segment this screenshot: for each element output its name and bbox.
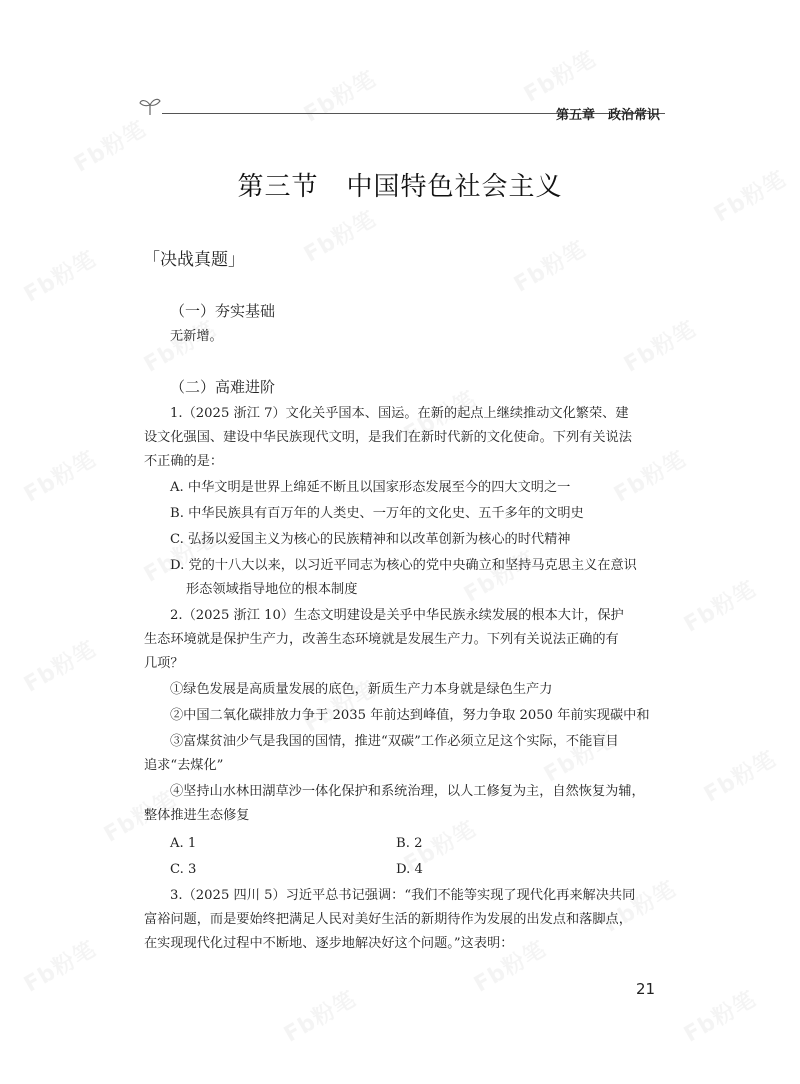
q1-option-d-line2: 形态领域指导地位的根本制度 bbox=[186, 582, 358, 597]
q1-stem-line3: 不正确的是： bbox=[144, 454, 224, 469]
header-rule bbox=[162, 113, 545, 114]
q3-stem-line3: 在实现现代化过程中不断地、逐步地解决好这个问题。”这表明： bbox=[144, 936, 514, 951]
q3-stem-line1: 3.（2025 四川 5）习近平总书记强调：“我们不能等实现了现代化再来解决共同 bbox=[170, 888, 636, 903]
q2-statement-1: ①绿色发展是高质量发展的底色，新质生产力本身就是绿色生产力 bbox=[170, 682, 553, 697]
section-name: 中国特色社会主义 bbox=[346, 172, 563, 202]
q2-option-b: B. 2 bbox=[396, 836, 423, 851]
q3-stem-line2: 富裕问题，而是要始终把满足人民对美好生活的新期待作为发展的出发点和落脚点， bbox=[144, 912, 632, 927]
q1-option-b: B. 中华民族具有百万年的人类史、一万年的文化史、五千多年的文明史 bbox=[170, 506, 584, 521]
section-number: 第三节 bbox=[237, 172, 319, 202]
q1-stem-line1: 1.（2025 浙江 7）文化关乎国本、国运。在新的起点上继续推动文化繁荣、建 bbox=[170, 406, 629, 421]
q2-stem-line2: 生态环境就是保护生产力，改善生态环境就是发展生产力。下列有关说法正确的有 bbox=[144, 632, 619, 647]
q1-stem-line2: 设文化强国、建设中华民族现代文明，是我们在新时代新的文化使命。下列有关说法 bbox=[144, 430, 632, 445]
q2-stem-line3: 几项？ bbox=[144, 656, 184, 671]
subsection-text-basics: 无新增。 bbox=[170, 329, 223, 344]
q2-option-d: D. 4 bbox=[396, 862, 423, 877]
q2-option-a: A. 1 bbox=[170, 836, 197, 851]
q2-statement-4-line2: 整体推进生态修复 bbox=[144, 808, 250, 823]
section-title bbox=[0, 166, 800, 203]
q2-option-c: C. 3 bbox=[170, 862, 197, 877]
q2-statement-3-line2: 追求“去煤化” bbox=[144, 758, 224, 773]
subsection-heading-advanced: （二）高难进阶 bbox=[170, 378, 276, 396]
zone-label: 「决战真题」 bbox=[143, 250, 245, 270]
q1-option-c: C. 弘扬以爱国主义为核心的民族精神和以改革创新为核心的时代精神 bbox=[170, 532, 571, 547]
q2-statement-3-line1: ③富煤贫油少气是我国的国情，推进“双碳”工作必须立足这个实际，不能盲目 bbox=[170, 734, 619, 749]
q2-stem-line1: 2.（2025 浙江 10）生态文明建设是关乎中华民族永续发展的根本大计，保护 bbox=[170, 608, 624, 623]
q2-statement-2: ②中国二氧化碳排放力争于 2035 年前达到峰值，努力争取 2050 年前实现碳中和 bbox=[170, 708, 650, 723]
q1-option-a: A. 中华文明是世界上绵延不断且以国家形态发展至今的四大文明之一 bbox=[170, 480, 571, 495]
q1-option-d-line1: D. 党的十八大以来，以习近平同志为核心的党中央确立和坚持马克思主义在意识 bbox=[170, 558, 637, 573]
chapter-label: 第五章 政治常识 bbox=[556, 108, 661, 123]
subsection-heading-basics: （一）夯实基础 bbox=[170, 302, 276, 320]
q2-statement-4-line1: ④坚持山水林田湖草沙一体化保护和系统治理，以人工修复为主，自然恢复为辅， bbox=[170, 784, 645, 799]
page-number: 21 bbox=[636, 980, 656, 998]
sprout-icon bbox=[138, 96, 162, 116]
